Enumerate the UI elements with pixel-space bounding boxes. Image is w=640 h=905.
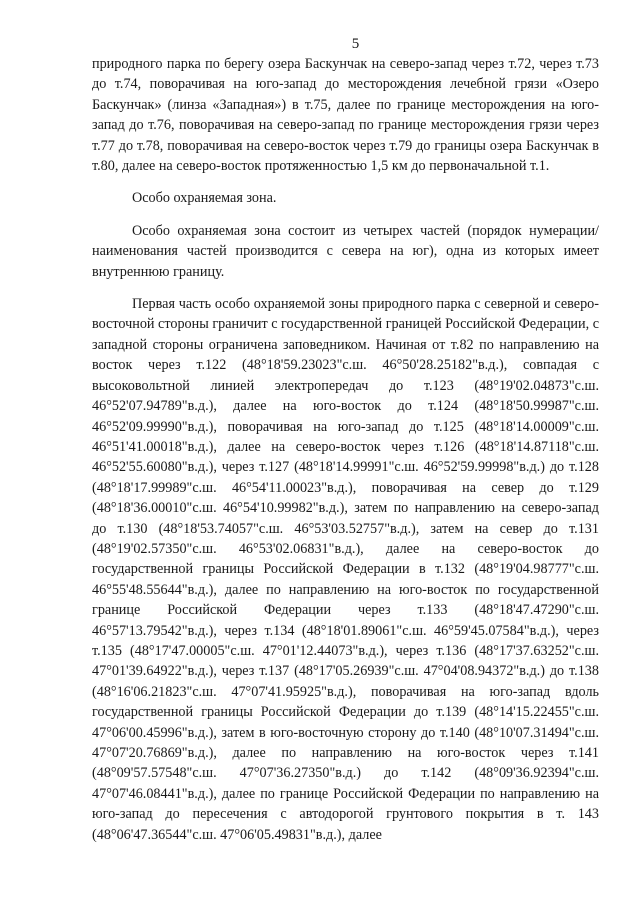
paragraph-first-part-boundary: Первая часть особо охраняемой зоны природного парка с северной и северо-восточной стороны граничит с государственной границей Российской Федерации, с западной стороны ограничена заповедником. Начиная от т.82 по направлению на восток через т.122 (48°18'59.23023"с.ш. 46°50'28.25182"в.д.), совпадая с высоковольтной линией электропередач до т.123 (48°19'02.04873"с.ш. 46°52'07.94789"в.д.), далее на юго-восток до т.124 (48°18'50.99987"с.ш. 46°52'09.99990"в.д.), поворачивая на юго-запад до т.125 (48°18'14.00009"с.ш. 46°51'41.00018"в.д.), далее на северо-восток через т.126 (48°18'14.87118"с.ш. 46°52'55.60080"в.д.), через т.127 (48°18'14.99991"с.ш. 46°52'59.99998"в.д.) до т.128 (48°18'17.99989"с.ш. 46°54'11.00023"в.д.), поворачивая на север до т.129 (48°18'36.00010"с.ш. 46°54'10.99982"в.д.), затем по направлению на северо-запад до т.130 (48°18'53.74057"с.ш. 46°53'03.52757"в.д.), затем на север до т.131 (48°19'02.57350"с.ш. 46°53'02.06831"в.д.), далее на северо-восток до государственной границы Российской Федерации в т.132 (48°19'04.98777"с.ш. 46°55'48.55644"в.д.), далее по направлению на юго-восток по государственной границе Российской Федерации через т.133 (48°18'47.47290"с.ш. 46°57'13.79542"в.д.), через т.134 (48°18'01.89061"с.ш. 46°59'45.07584"в.д.), через т.135 (48°17'47.00005"с.ш. 47°01'12.44073"в.д.), через т.136 (48°17'37.63252"с.ш. 47°01'39.64922"в.д.), через т.137 (48°17'05.26939"с.ш. 47°04'08.94372"в.д.) до т.138 (48°16'06.21823"с.ш. 47°07'41.95925"в.д.), поворачивая на юго-запад вдоль государственной границы Российской Федерации до т.139 (48°14'15.22455"с.ш. 47°06'00.45996"в.д.), затем в юго-восточную сторону до т.140 (48°10'07.31494"с.ш. 47°07'20.76869"в.д.), далее по направлению на юго-восток через т.141 (48°09'57.57548"с.ш. 47°07'36.27350"в.д.) до т.142 (48°09'36.92394"с.ш. 47°07'46.08441"в.д.), далее по границе Российской Федерации по направлению на юго-запад до пересечения с автодорогой грунтового покрытия в т. 143 (48°06'47.36544"с.ш. 47°06'05.49831"в.д.), далее: [92, 296, 599, 843]
paragraph-gap: [92, 209, 599, 221]
paragraph-zone-heading: Особо охраняемая зона.: [132, 190, 277, 207]
paragraph-gap: [92, 176, 599, 188]
paragraph-zone-parts: Особо охраняемая зона состоит из четырех частей (порядок нумерации/наименования частей производится с севера на юг), одна из которых имеет внутреннюю границу.: [92, 222, 599, 280]
paragraph-park-boundary-end: природного парка по берегу озера Баскунчак на северо-запад через т.72, через т.73 до т.74, поворачивая на юго-запад до месторождения лечебной грязи «Озеро Баскунчак» (линза «Западная») в т.75, далее по границе месторождения на юго-запад до т.76, поворачивая на северо-запад по границе месторождения грязи через т.77 до т.78, поворачивая на северо-восток через т.79 до границы озера Баскунчак в т.80, далее на северо-восток протяженностью 1,5 км до первоначальной т.1.: [92, 56, 599, 175]
page-number: 5: [351, 36, 360, 52]
paragraph-gap: [92, 282, 599, 294]
